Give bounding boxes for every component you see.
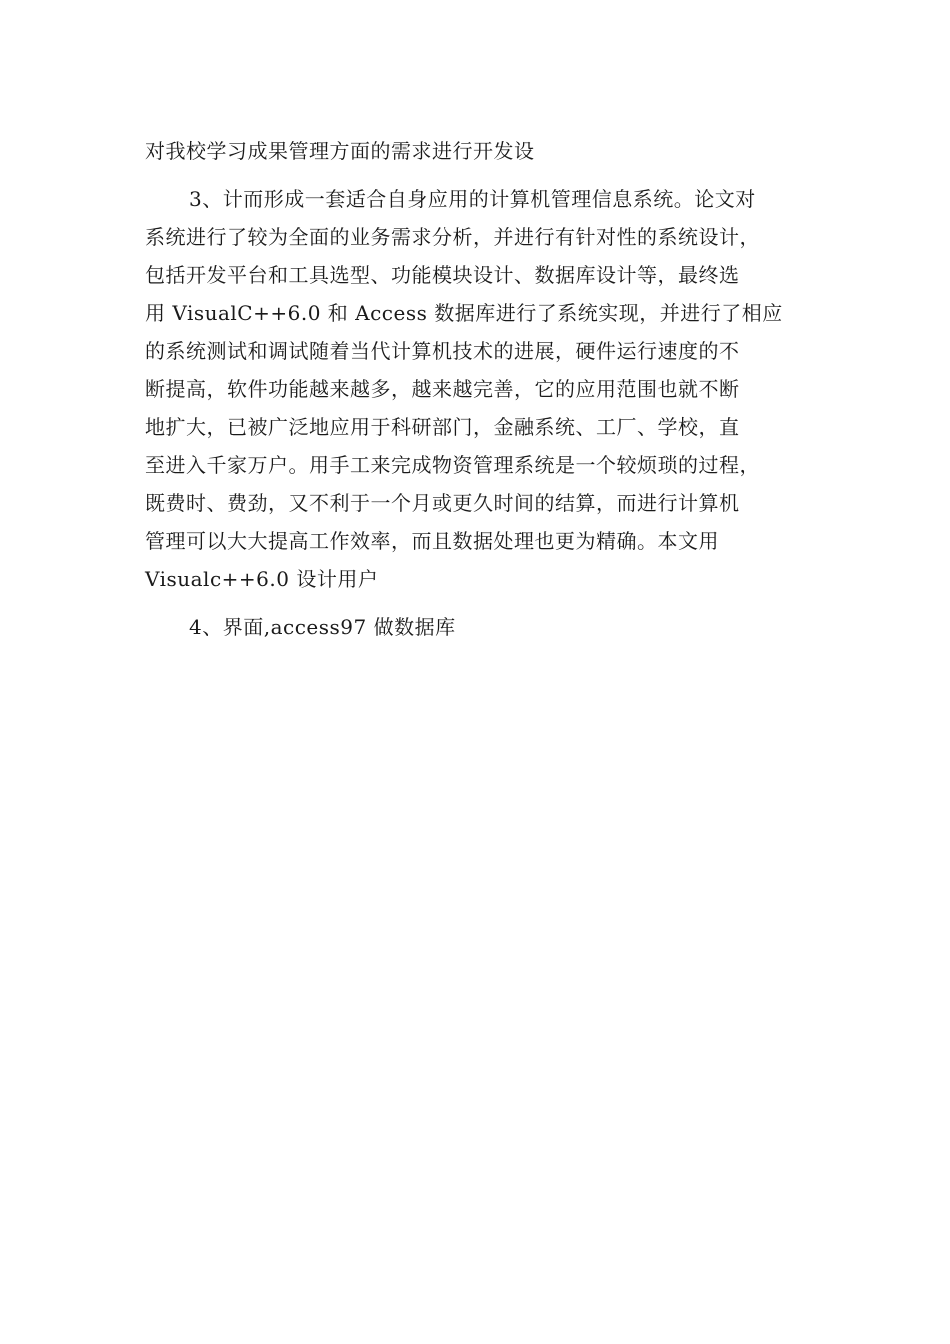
text-line: 包括开发平台和工具选型、功能模块设计、数据库设计等，最终选 bbox=[145, 263, 740, 287]
text-line: 的系统测试和调试随着当代计算机技术的进展，硬件运行速度的不 bbox=[145, 339, 740, 363]
paragraph-1 bbox=[145, 132, 825, 170]
paragraph-3 bbox=[145, 608, 825, 646]
text-line: 4、界面,access97 做数据库 bbox=[189, 615, 456, 639]
text-line: 既费时、费劲，又不利于一个月或更久时间的结算，而进行计算机 bbox=[145, 491, 740, 515]
text-line: 断提高，软件功能越来越多，越来越完善，它的应用范围也就不断 bbox=[145, 377, 740, 401]
text-line: Visualc++6.0 设计用户 bbox=[145, 567, 379, 591]
text-line: 3、计而形成一套适合自身应用的计算机管理信息系统。论文对 bbox=[189, 187, 756, 211]
text-line: 用 VisualC++6.0 和 Access 数据库进行了系统实现，并进行了相应 bbox=[145, 301, 783, 325]
text-line: 至进入千家万户。用手工来完成物资管理系统是一个较烦琐的过程， bbox=[145, 453, 760, 477]
paragraph-2 bbox=[145, 180, 825, 598]
text-line: 对我校学习成果管理方面的需求进行开发设 bbox=[145, 139, 535, 163]
text-line: 管理可以大大提高工作效率，而且数据处理也更为精确。本文用 bbox=[145, 529, 719, 553]
document-body bbox=[145, 132, 825, 656]
text-line: 系统进行了较为全面的业务需求分析，并进行有针对性的系统设计， bbox=[145, 225, 760, 249]
text-line: 地扩大，已被广泛地应用于科研部门，金融系统、工厂、学校，直 bbox=[145, 415, 740, 439]
